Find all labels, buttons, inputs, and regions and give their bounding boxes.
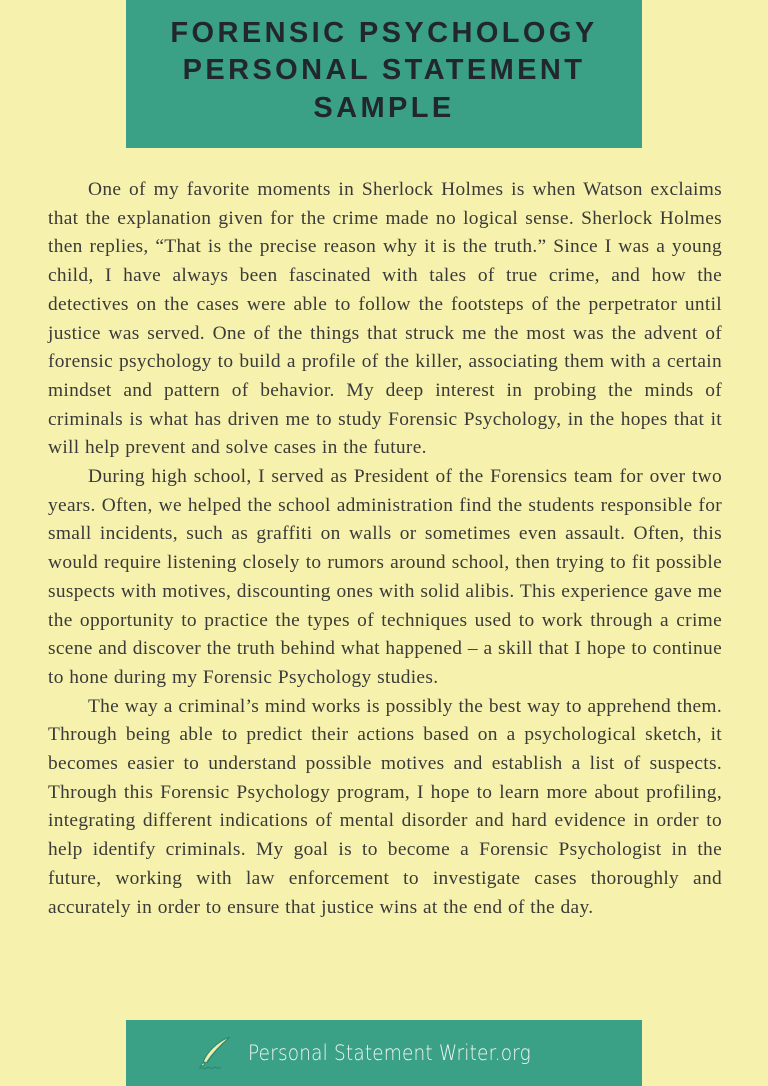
essay-paragraph-1: One of my favorite moments in Sherlock Holmes is when Watson exclaims that the explanation given for the crime made no logical sense. Sherlock Holmes then replies, “That is the precise reason why it is the truth.” Since I was a young child, I have always been fascinated with tales of true crime, and how the detectives on the cases were able to follow the footsteps of the perpetrator until justice was served. One of the things that struck me the most was the advent of forensic psychology to build a profile of the killer, associating them with a certain mindset and pattern of behavior. My deep interest in probing the minds of criminals is what has driven me to study Forensic Psychology, in the hopes that it will help prevent and solve cases in the future. [48,179,722,459]
header-banner [126,0,642,148]
essay-body [48,176,722,922]
essay-paragraph-2: During high school, I served as President of the Forensics team for over two years. Often, we helped the school administration find the students responsible for small incidents, such as graffiti on walls or sometimes even assault. Often, this would require listening closely to rumors around school, then trying to fit possible suspects with motives, discounting ones with solid alibis. This experience gave me the opportunity to practice the types of techniques used to work through a crime scene and discover the truth behind what happened – a skill that I hope to continue to hone during my Forensic Psychology studies. [48,466,722,688]
quill-pen-icon [198,1034,234,1073]
footer-brand-bar [126,1020,642,1086]
brand-name: Personal Statement Writer.org [248,1041,532,1065]
page-title: FORENSIC PSYCHOLOGY PERSONAL STATEMENT SAMPLE [170,17,598,124]
essay-paragraph-3: The way a criminal’s mind works is possibly the best way to apprehend them. Through being able to predict their actions based on a psychological sketch, it becomes easier to understand possible motives and establish a list of suspects. Through this Forensic Psychology program, I hope to learn more about profiling, integrating different indications of mental disorder and hard evidence in order to help identify criminals. My goal is to become a Forensic Psychologist in the future, working with law enforcement to investigate cases thoroughly and accurately in order to ensure that justice wins at the end of the day. [48,695,722,918]
